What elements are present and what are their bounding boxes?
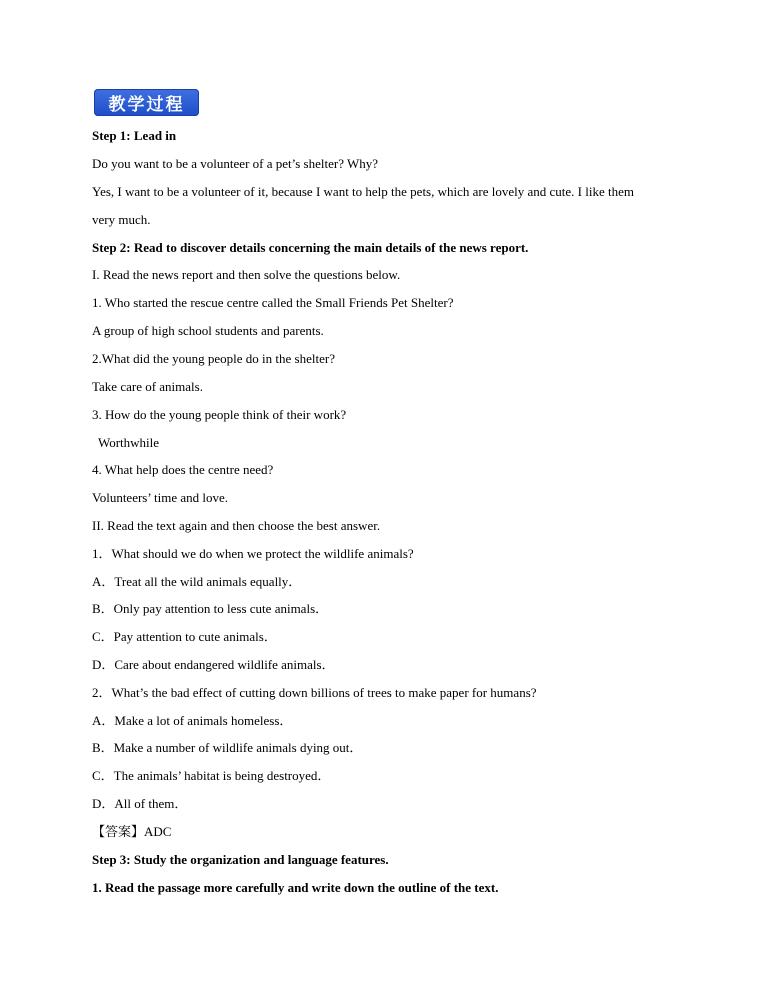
mc1-option-d: D．Care about endangered wildlife animals． xyxy=(92,657,335,672)
mc1-option-a: A．Treat all the wild animals equally． xyxy=(92,574,302,589)
step3-task-1: 1. Read the passage more carefully and write down the outline of the text. xyxy=(92,880,499,895)
step1-heading: Step 1: Lead in xyxy=(92,128,177,143)
lead-in-answer-line1: Yes, I want to be a volunteer of it, because I want to help the pets, which are lovely and cute. I like them xyxy=(92,184,634,199)
lead-in-answer-line2: very much. xyxy=(92,212,151,227)
answer-1: A group of high school students and parents. xyxy=(92,323,324,338)
mc2-option-c: C．The animals’ habitat is being destroyed． xyxy=(92,768,331,783)
step2-heading: Step 2: Read to discover details concerning the main details of the news report. xyxy=(92,240,529,255)
step3-heading: Step 3: Study the organization and language features. xyxy=(92,852,389,867)
mc2-option-b: B．Make a number of wildlife animals dying out． xyxy=(92,740,363,755)
question-3: 3. How do the young people think of their work? xyxy=(92,407,347,422)
mc1-option-b: B．Only pay attention to less cute animals． xyxy=(92,601,329,616)
mc2-option-a: A．Make a lot of animals homeless． xyxy=(92,713,293,728)
answer-key: 【答案】ADC xyxy=(92,824,172,839)
section-badge: 教学过程 xyxy=(94,89,199,116)
answer-2: Take care of animals. xyxy=(92,379,203,394)
question-1: 1. Who started the rescue centre called the Small Friends Pet Shelter? xyxy=(92,295,454,310)
mc-question-2: 2．What’s the bad effect of cutting down billions of trees to make paper for humans? xyxy=(92,685,537,700)
answer-3: Worthwhile xyxy=(98,435,160,450)
question-4: 4. What help does the centre need? xyxy=(92,462,274,477)
part2-instruction: II. Read the text again and then choose the best answer. xyxy=(92,518,381,533)
question-2: 2.What did the young people do in the shelter? xyxy=(92,351,335,366)
mc2-option-d: D．All of them． xyxy=(92,796,188,811)
part1-instruction: I. Read the news report and then solve the questions below. xyxy=(92,267,401,282)
mc-question-1: 1．What should we do when we protect the wildlife animals? xyxy=(92,546,414,561)
lead-in-question: Do you want to be a volunteer of a pet’s shelter? Why? xyxy=(92,156,379,171)
mc1-option-c: C．Pay attention to cute animals． xyxy=(92,629,277,644)
answer-4: Volunteers’ time and love. xyxy=(92,490,228,505)
